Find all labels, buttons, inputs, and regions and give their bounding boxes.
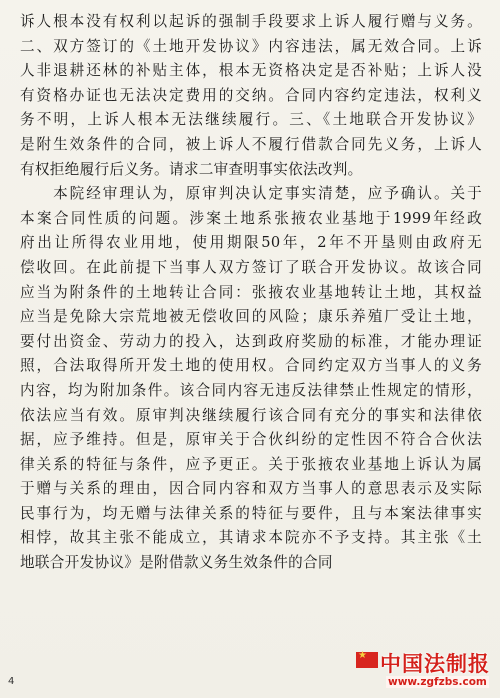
text-line: 是附生效条件的合同，被上诉人不履行借款合同先义务，上诉人 bbox=[20, 135, 482, 153]
watermark-url: www.zgfzbs.com bbox=[388, 676, 487, 688]
text-line: 诉人根本没有权利以起诉的强制手段要求上诉人履行赠与义务。 bbox=[20, 13, 482, 30]
text-line: 地联合开发协议》是附借款义务生效条件的合同 bbox=[20, 554, 333, 572]
text-line: 本案合同性质的问题。涉案土地系张掖农业基地于1999年经政 bbox=[20, 209, 482, 227]
text-line: 有权拒绝履行后义务。请求二审查明事实依法改判。 bbox=[20, 160, 363, 178]
document-body bbox=[20, 10, 482, 576]
text-line: 据，应予维持。但是，原审关于合伙纠纷的定性因不符合合伙法 bbox=[20, 431, 482, 449]
text-line: 律关系的特征与条件，应予更正。关于张掖农业基地上诉认为属 bbox=[20, 455, 482, 473]
text-line: 务不明，上诉人根本无法继续履行。三、《土地联合开发协议》 bbox=[20, 111, 482, 129]
text-line: 有资格办证也无法决定费用的交纳。合同内容约定违法，权利义 bbox=[20, 86, 482, 104]
flag-icon: ★ bbox=[356, 652, 378, 668]
text-line: 照，合法取得所开发土地的使用权。合同约定双方当事人的义务 bbox=[20, 357, 482, 375]
text-line: 民事行为，均无赠与法律关系的特征与要件，且与本案法律事实 bbox=[20, 504, 482, 522]
text-line: 应当是免除大宗荒地被无偿收回的风险；康乐养殖厂受让土地， bbox=[20, 308, 482, 326]
page-number: 4 bbox=[8, 676, 15, 687]
text-line: 依法应当有效。原审判决继续履行该合同有充分的事实和法律依 bbox=[20, 406, 482, 424]
watermark-logo bbox=[356, 648, 494, 694]
text-line: 偿收回。在此前提下当事人双方签订了联合开发协议。故该合同 bbox=[20, 258, 482, 276]
watermark-title: 中国法制报 bbox=[380, 652, 490, 676]
text-line: 人非退耕还林的补贴主体，根本无资格决定是否补贴；上诉人没 bbox=[20, 62, 482, 80]
text-line: 相悖，故其主张不能成立，其请求本院亦不予支持。其主张《土 bbox=[20, 529, 482, 547]
text-line: 要付出资金、劳动力的投入，达到政府奖励的标准，才能办理证 bbox=[20, 332, 482, 350]
text-line: 本院经审理认为，原审判决认定事实清楚，应予确认。关于 bbox=[20, 185, 482, 203]
text-line: 于赠与关系的理由，因合同内容和双方当事人的意思表示及实际 bbox=[20, 480, 482, 498]
text-line: 应当为附条件的土地转让合同：张掖农业基地转让土地，其权益 bbox=[20, 283, 482, 301]
text-line: 二、双方签订的《土地开发协议》内容违法，属无效合同。上诉 bbox=[20, 37, 482, 55]
text-line: 府出让所得农业用地，使用期限50年，2年不开垦则由政府无 bbox=[20, 234, 482, 252]
text-line: 内容，均为附加条件。该合同内容无违反法律禁止性规定的情形， bbox=[20, 381, 482, 399]
